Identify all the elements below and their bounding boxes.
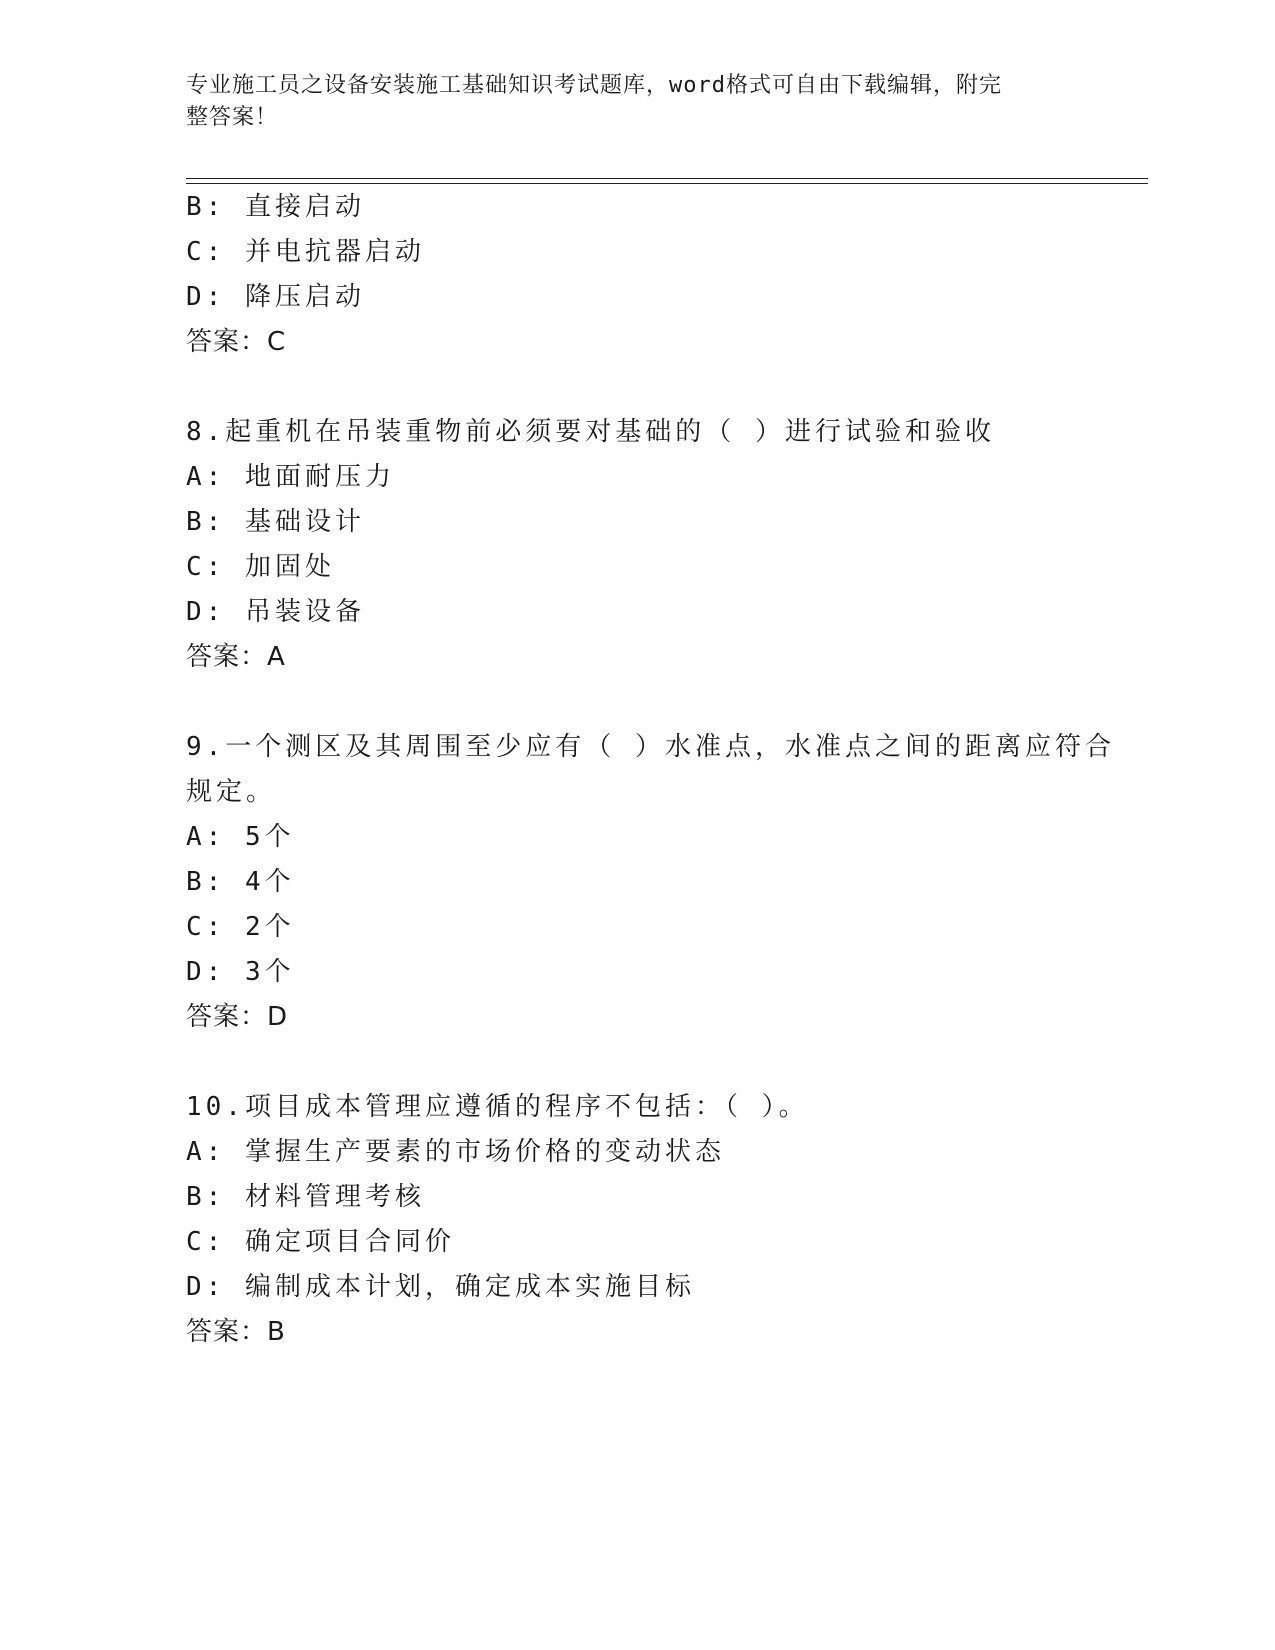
q8-option-c: C: 加固处 xyxy=(186,552,335,582)
q8-option-a: A: 地面耐压力 xyxy=(186,462,395,492)
header-line-1: 专业施工员之设备安装施工基础知识考试题库，word格式可自由下载编辑，附完 xyxy=(186,73,1002,98)
q9-option-a: A: 5个 xyxy=(186,822,295,852)
q8-question: 8.起重机在吊装重物前必须要对基础的（ ）进行试验和验收 xyxy=(186,417,995,447)
q7-answer: 答案：C xyxy=(186,327,287,357)
q9-option-d: D: 3个 xyxy=(186,957,295,987)
q10-question: 10.项目成本管理应遵循的程序不包括：（ ）。 xyxy=(186,1092,809,1122)
q10-option-d: D: 编制成本计划，确定成本实施目标 xyxy=(186,1272,695,1302)
q10-option-c: C: 确定项目合同价 xyxy=(186,1227,455,1257)
q9-question-line-2: 规定。 xyxy=(186,777,277,807)
q8-option-d: D: 吊装设备 xyxy=(186,597,365,627)
q10-answer: 答案：B xyxy=(186,1317,286,1347)
q7-option-b: B: 直接启动 xyxy=(186,192,365,222)
q7-option-d: D: 降压启动 xyxy=(186,282,365,312)
q10-option-b: B: 材料管理考核 xyxy=(186,1182,425,1212)
q9-answer: 答案：D xyxy=(186,1002,289,1032)
document-header xyxy=(186,70,1066,134)
q8-option-b: B: 基础设计 xyxy=(186,507,365,537)
q10-option-a: A: 掌握生产要素的市场价格的变动状态 xyxy=(186,1137,725,1167)
q9-option-c: C: 2个 xyxy=(186,912,295,942)
q8-answer: 答案：A xyxy=(186,642,286,672)
header-line-2: 整答案！ xyxy=(186,105,279,130)
header-divider xyxy=(186,178,1148,184)
q7-option-c: C: 并电抗器启动 xyxy=(186,237,425,267)
q9-question-line-1: 9.一个测区及其周围至少应有（ ）水准点，水准点之间的距离应符合 xyxy=(186,732,1115,762)
q9-option-b: B: 4个 xyxy=(186,867,295,897)
